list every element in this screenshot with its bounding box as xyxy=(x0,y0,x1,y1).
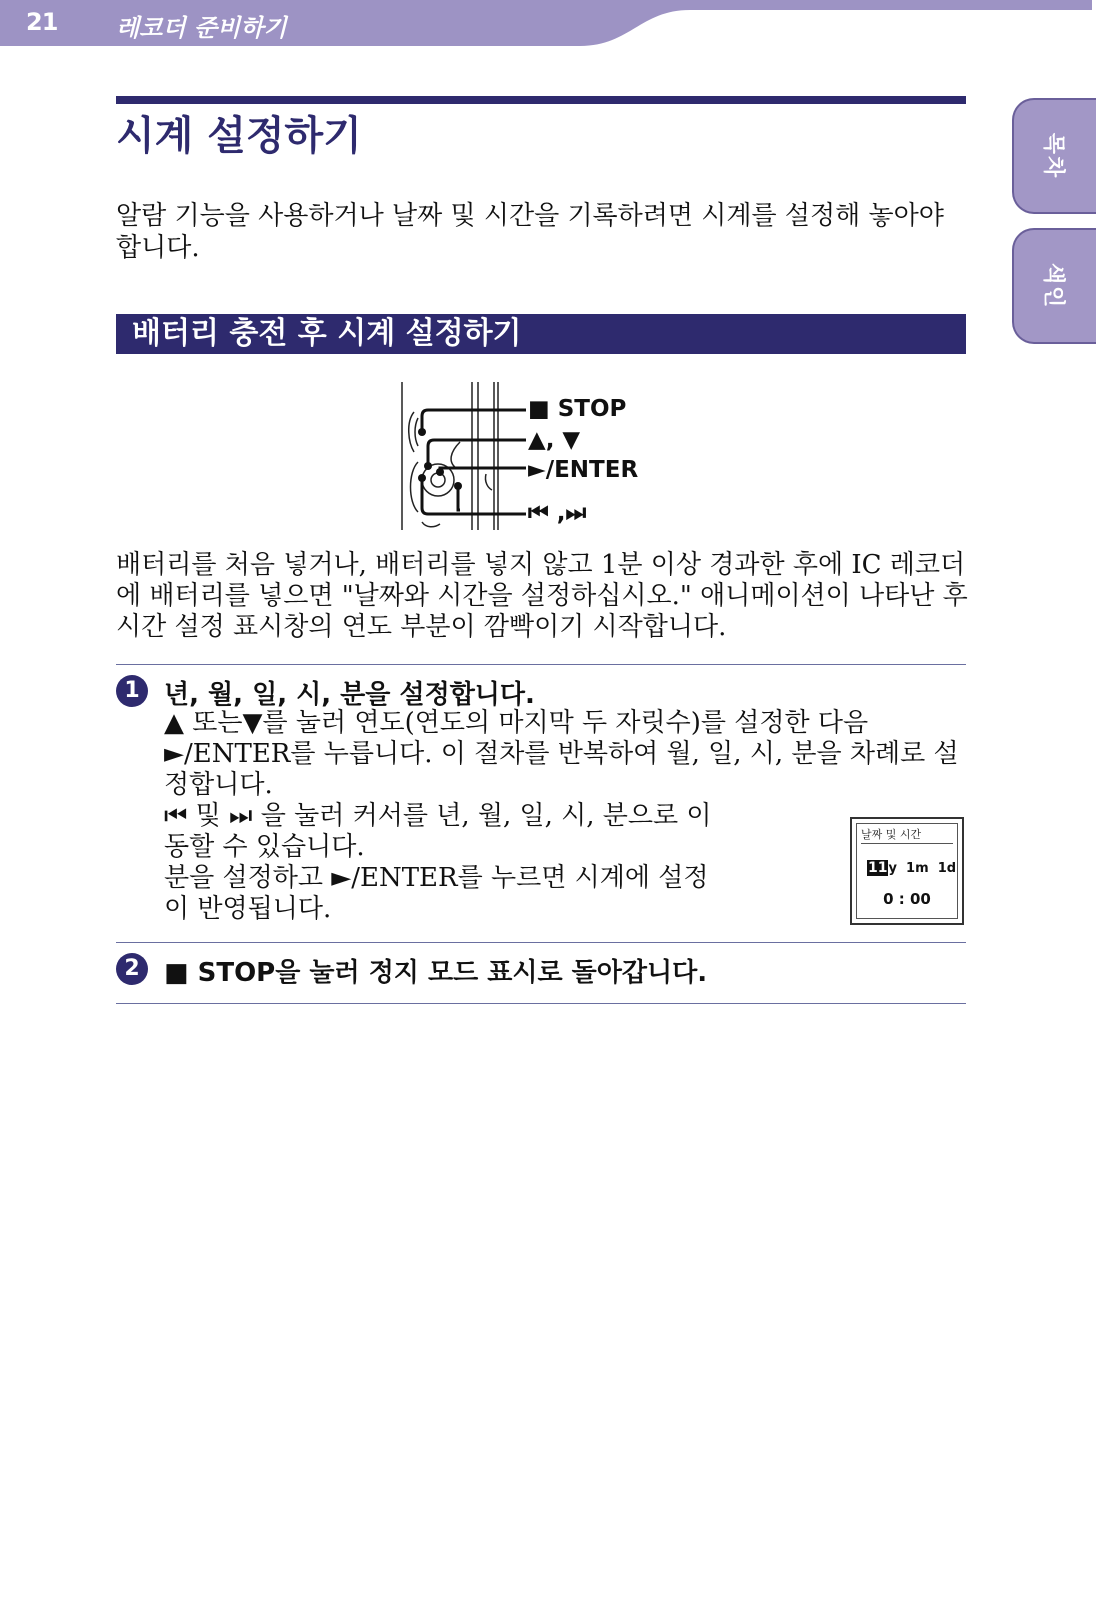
lcd-month: 1m xyxy=(906,861,929,876)
step-1-paragraph-3: 분을 설정하고 ►/ENTER를 누르면 시계에 설정이 반영됩니다. xyxy=(164,863,709,924)
step-1-number: 1 xyxy=(116,675,148,707)
page-number: 21 xyxy=(26,8,58,36)
stop-button-label: ■ STOP xyxy=(528,396,627,422)
divider xyxy=(116,664,966,665)
lcd-caption: 날짜 및 시간 xyxy=(861,826,953,844)
lcd-year: 11 xyxy=(868,860,888,876)
tab-contents[interactable] xyxy=(1012,98,1096,214)
up-down-button-label: ▲, ▼ xyxy=(528,427,581,453)
lcd-year-unit: y xyxy=(888,861,897,876)
tab-index-label: 색인 xyxy=(1040,262,1066,310)
lcd-time: 0 : 00 xyxy=(883,890,931,908)
step-1-paragraph-1: ▲ 또는▼를 눌러 연도(연도의 마지막 두 자릿수)를 설정한 다음 ►/ENTER를 누릅니다. 이 절차를 반복하여 월, 일, 시, 분을 차례로 설정합니다. xyxy=(164,708,959,800)
divider xyxy=(116,942,966,943)
title-rule xyxy=(116,96,966,104)
step-2-number: 2 xyxy=(116,953,148,985)
battery-paragraph: 배터리를 처음 넣거나, 배터리를 넣지 않고 1분 이상 경과한 후에 IC 레코더에 배터리를 넣으면 "날짜와 시간을 설정하십시오." 애니메이션이 나타난 후 시간 설정 표시창의 연도 부분이 깜빡이기 시작합니다. xyxy=(116,550,968,642)
divider xyxy=(116,1003,966,1004)
intro-paragraph: 알람 기능을 사용하거나 날짜 및 시간을 기록하려면 시계를 설정해 놓아야 합니다. xyxy=(116,201,944,263)
page-title: 시계 설정하기 xyxy=(116,113,362,159)
tab-index[interactable] xyxy=(1012,228,1096,344)
step-2-heading: ■ STOP을 눌러 정지 모드 표시로 돌아갑니다. xyxy=(164,958,708,988)
step-1-heading: 년, 월, 일, 시, 분을 설정합니다. xyxy=(164,680,535,710)
step-1-body xyxy=(164,708,964,925)
device-diagram xyxy=(400,382,700,532)
lcd-date xyxy=(867,860,956,876)
step-1-paragraph-2: ⏮ 및 ⏭ 을 눌러 커서를 년, 월, 일, 시, 분으로 이동할 수 있습니다. xyxy=(164,801,712,862)
skip-buttons-label: ⏮ ,⏭ xyxy=(528,500,587,526)
lcd-display xyxy=(850,817,964,925)
chapter-title: 레코더 준비하기 xyxy=(116,14,287,42)
section-heading: 배터리 충전 후 시계 설정하기 xyxy=(116,314,966,354)
enter-button-label: ►/ENTER xyxy=(528,457,639,483)
tab-contents-label: 목차 xyxy=(1040,132,1066,180)
lcd-day: 1d xyxy=(937,861,957,876)
